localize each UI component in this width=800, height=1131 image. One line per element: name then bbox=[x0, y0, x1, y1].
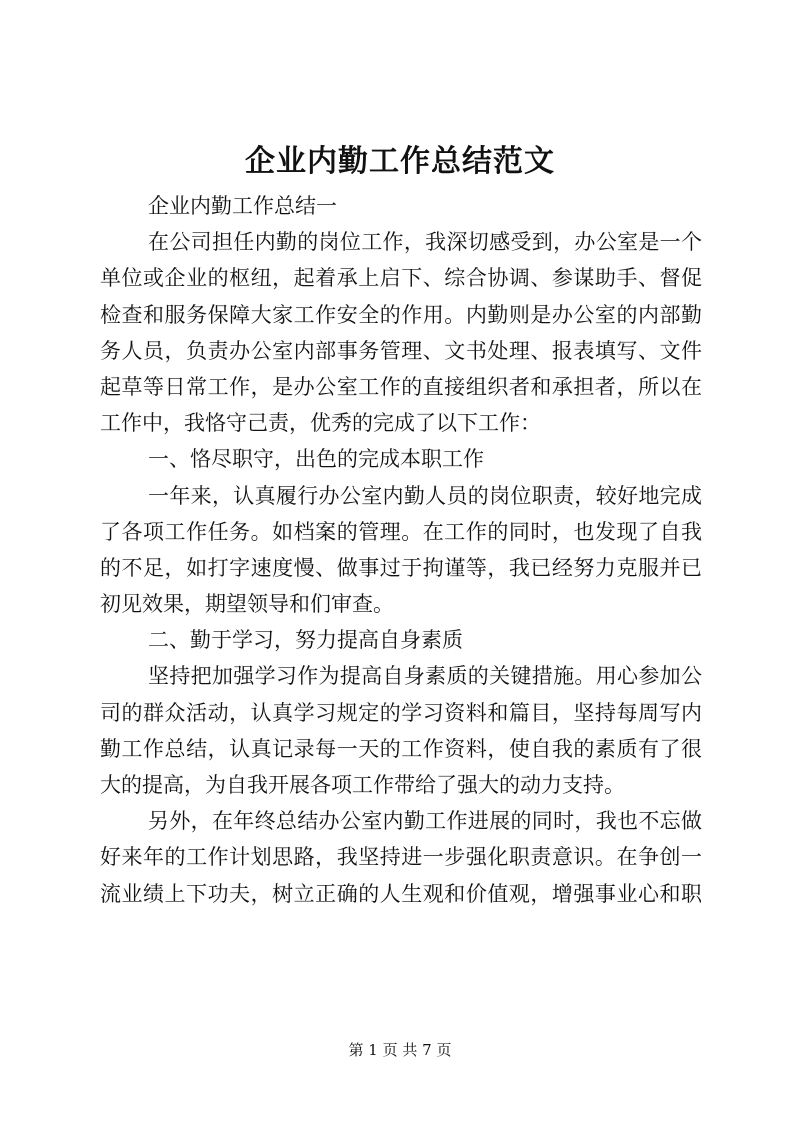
body-line: 二、勤于学习，努力提高自身素质 bbox=[148, 628, 463, 653]
body-line: 的不足，如打字速度慢、做事过于拘谨等，我已经努力克服并已 bbox=[100, 555, 702, 580]
body-line: 了各项工作任务。如档案的管理。在工作的同时，也发现了自我 bbox=[100, 519, 702, 544]
body-line: 司的群众活动，认真学习规定的学习资料和篇目，坚持每周写内 bbox=[100, 700, 702, 725]
body-line: 另外，在年终总结办公室内勤工作进展的同时，我也不忘做 bbox=[148, 809, 702, 834]
body-line: 流业绩上下功夫，树立正确的人生观和价值观，增强事业心和职 bbox=[100, 881, 702, 906]
page-footer: 第 1 页 共 7 页 bbox=[348, 1041, 452, 1059]
body-line: 一年来，认真履行办公室内勤人员的岗位职责，较好地完成 bbox=[148, 483, 702, 508]
body-line: 在公司担任内勤的岗位工作，我深切感受到，办公室是一个 bbox=[148, 230, 702, 255]
body-line: 企业内勤工作总结一 bbox=[148, 194, 337, 218]
body-line: 单位或企业的枢纽，起着承上启下、综合协调、参谋助手、督促 bbox=[100, 266, 702, 291]
document-body bbox=[100, 188, 702, 912]
body-line: 工作中，我恪守己责，优秀的完成了以下工作： bbox=[100, 411, 541, 436]
body-line: 初见效果，期望领导和们审查。 bbox=[100, 592, 394, 617]
body-line: 坚持把加强学习作为提高自身素质的关键措施。用心参加公 bbox=[148, 664, 702, 689]
body-line: 起草等日常工作，是办公室工作的直接组织者和承担者，所以在 bbox=[100, 374, 702, 399]
body-line: 检查和服务保障大家工作安全的作用。内勤则是办公室的内部勤 bbox=[100, 302, 702, 327]
body-line: 一、恪尽职守，出色的完成本职工作 bbox=[148, 447, 484, 472]
body-line: 务人员，负责办公室内部事务管理、文书处理、报表填写、文件 bbox=[100, 338, 702, 363]
body-line: 好来年的工作计划思路，我坚持进一步强化职责意识。在争创一 bbox=[100, 845, 702, 870]
document-title: 企业内勤工作总结范文 bbox=[245, 144, 555, 179]
body-line: 大的提高，为自我开展各项工作带给了强大的动力支持。 bbox=[100, 773, 625, 797]
body-line: 勤工作总结，认真记录每一天的工作资料，使自我的素质有了很 bbox=[100, 736, 702, 761]
